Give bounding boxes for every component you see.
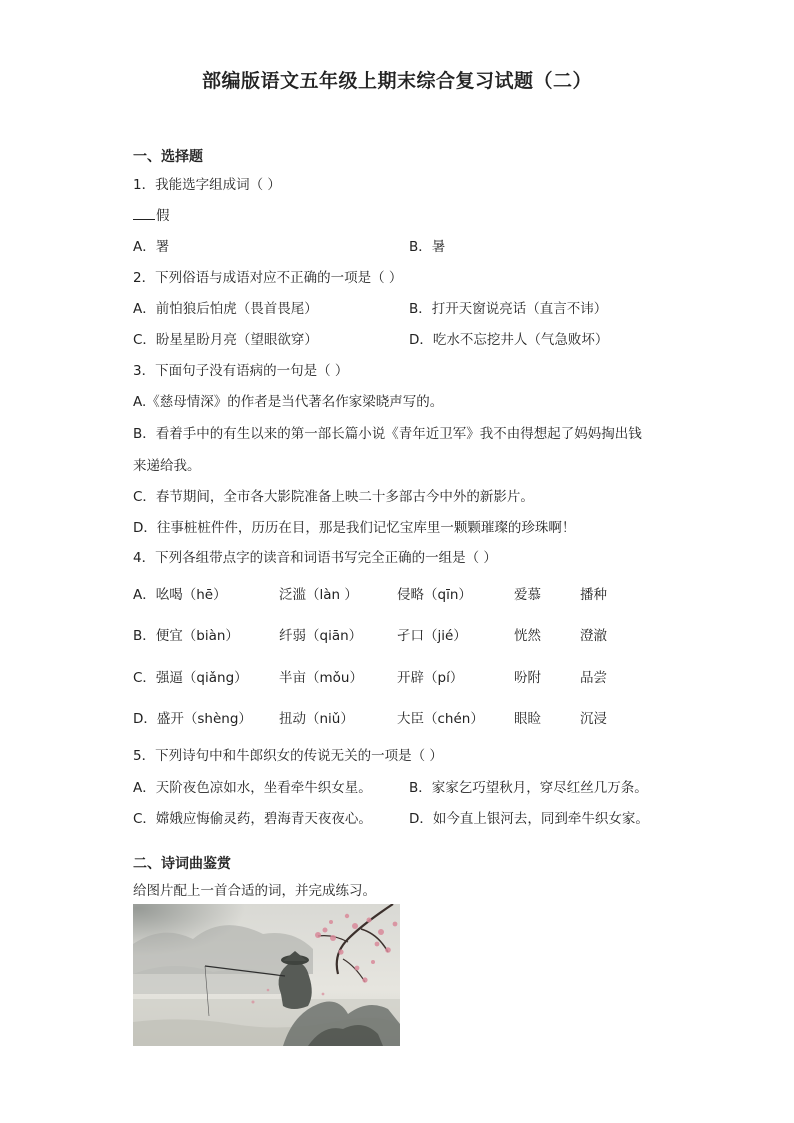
q3-stem: 3．下面句子没有语病的一句是（ ） [133, 363, 349, 379]
q2-option-b[interactable]: B．打开天窗说亮话（直言不讳） [409, 301, 608, 317]
q4-option-b-item-2: 纤弱（qiān） [279, 628, 363, 644]
q4-stem: 4．下列各组带点字的读音和词语书写完全正确的一组是（ ） [133, 550, 497, 566]
q5-option-b[interactable]: B．家家乞巧望秋月，穿尽红丝几万条。 [409, 780, 648, 796]
section-heading-poetry: 二、诗词曲鉴赏 [133, 856, 231, 872]
q3-option-b-line2[interactable]: 来递给我。 [133, 458, 201, 474]
page-title: 部编版语文五年级上期末综合复习试题（二） [201, 70, 592, 92]
q5-option-c[interactable]: C．嫦娥应悔偷灵药，碧海青天夜夜心。 [133, 811, 372, 827]
q4-option-c-item-5: 品尝 [580, 670, 607, 686]
q4-option-c-item-3: 开辟（pí） [397, 670, 464, 686]
q4-option-c-item-1[interactable]: C．强逼（qiǎng） [133, 670, 248, 686]
q3-option-d[interactable]: D．往事桩桩件件，历历在目，那是我们记忆宝库里一颗颗璀璨的珍珠啊！ [133, 520, 576, 536]
q4-option-a-item-1[interactable]: A．吆喝（hē） [133, 587, 227, 603]
q1-stem: 1．我能选字组成词（ ） [133, 177, 281, 193]
q4-option-a-item-3: 侵略（qīn） [397, 587, 472, 603]
q3-option-a[interactable]: A.《慈母情深》的作者是当代著名作家梁晓声写的。 [133, 394, 444, 410]
q4-option-c-item-2: 半亩（mǒu） [279, 670, 363, 686]
q2-option-d[interactable]: D．吃水不忘挖井人（气急败坏） [409, 332, 609, 348]
q2-option-a[interactable]: A．前怕狼后怕虎（畏首畏尾） [133, 301, 318, 317]
q1-option-a[interactable]: A．署 [133, 239, 170, 255]
q5-stem: 5．下列诗句中和牛郎织女的传说无关的一项是（ ） [133, 748, 443, 764]
q1-option-b[interactable]: B．暑 [409, 239, 446, 255]
q4-option-b-item-1[interactable]: B．便宜（biàn） [133, 628, 239, 644]
q4-option-d-item-4: 眼睑 [514, 711, 541, 727]
q1-blank-suffix: 假 [156, 208, 170, 224]
q2-option-c[interactable]: C．盼星星盼月亮（望眼欲穿） [133, 332, 318, 348]
q4-option-d-item-2: 扭动（niǔ） [279, 711, 354, 727]
q4-option-d-item-1[interactable]: D．盛开（shèng） [133, 711, 252, 727]
q5-option-d[interactable]: D．如今直上银河去，同到牵牛织女家。 [409, 811, 649, 827]
q4-option-b-item-4: 恍然 [514, 628, 541, 644]
section-heading-choice: 一、选择题 [133, 149, 203, 165]
q4-option-a-item-5: 播种 [580, 587, 607, 603]
q2-stem: 2．下列俗语与成语对应不正确的一项是（ ） [133, 270, 403, 286]
q5-option-a[interactable]: A．天阶夜色凉如水，坐看牵牛织女星。 [133, 780, 372, 796]
q4-option-a-item-2: 泛滥（làn ） [279, 587, 358, 603]
q4-option-b-item-3: 孑口（jié） [397, 628, 467, 644]
ink-painting-image [133, 904, 400, 1046]
q4-option-c-item-4: 吩附 [514, 670, 541, 686]
answer-blank[interactable] [133, 207, 155, 220]
q3-option-b-line1[interactable]: B．看着手中的有生以来的第一部长篇小说《青年近卫军》我不由得想起了妈妈掏出钱 [133, 426, 642, 442]
q4-option-d-item-3: 大臣（chén） [397, 711, 484, 727]
q4-option-b-item-5: 澄澈 [580, 628, 607, 644]
q4-option-a-item-4: 爱慕 [514, 587, 541, 603]
q4-option-d-item-5: 沉浸 [580, 711, 607, 727]
q3-option-c[interactable]: C．春节期间，全市各大影院准备上映二十多部古今中外的新影片。 [133, 489, 534, 505]
poetry-instruction: 给图片配上一首合适的词，并完成练习。 [133, 883, 376, 899]
q1-blank-line [133, 204, 170, 224]
